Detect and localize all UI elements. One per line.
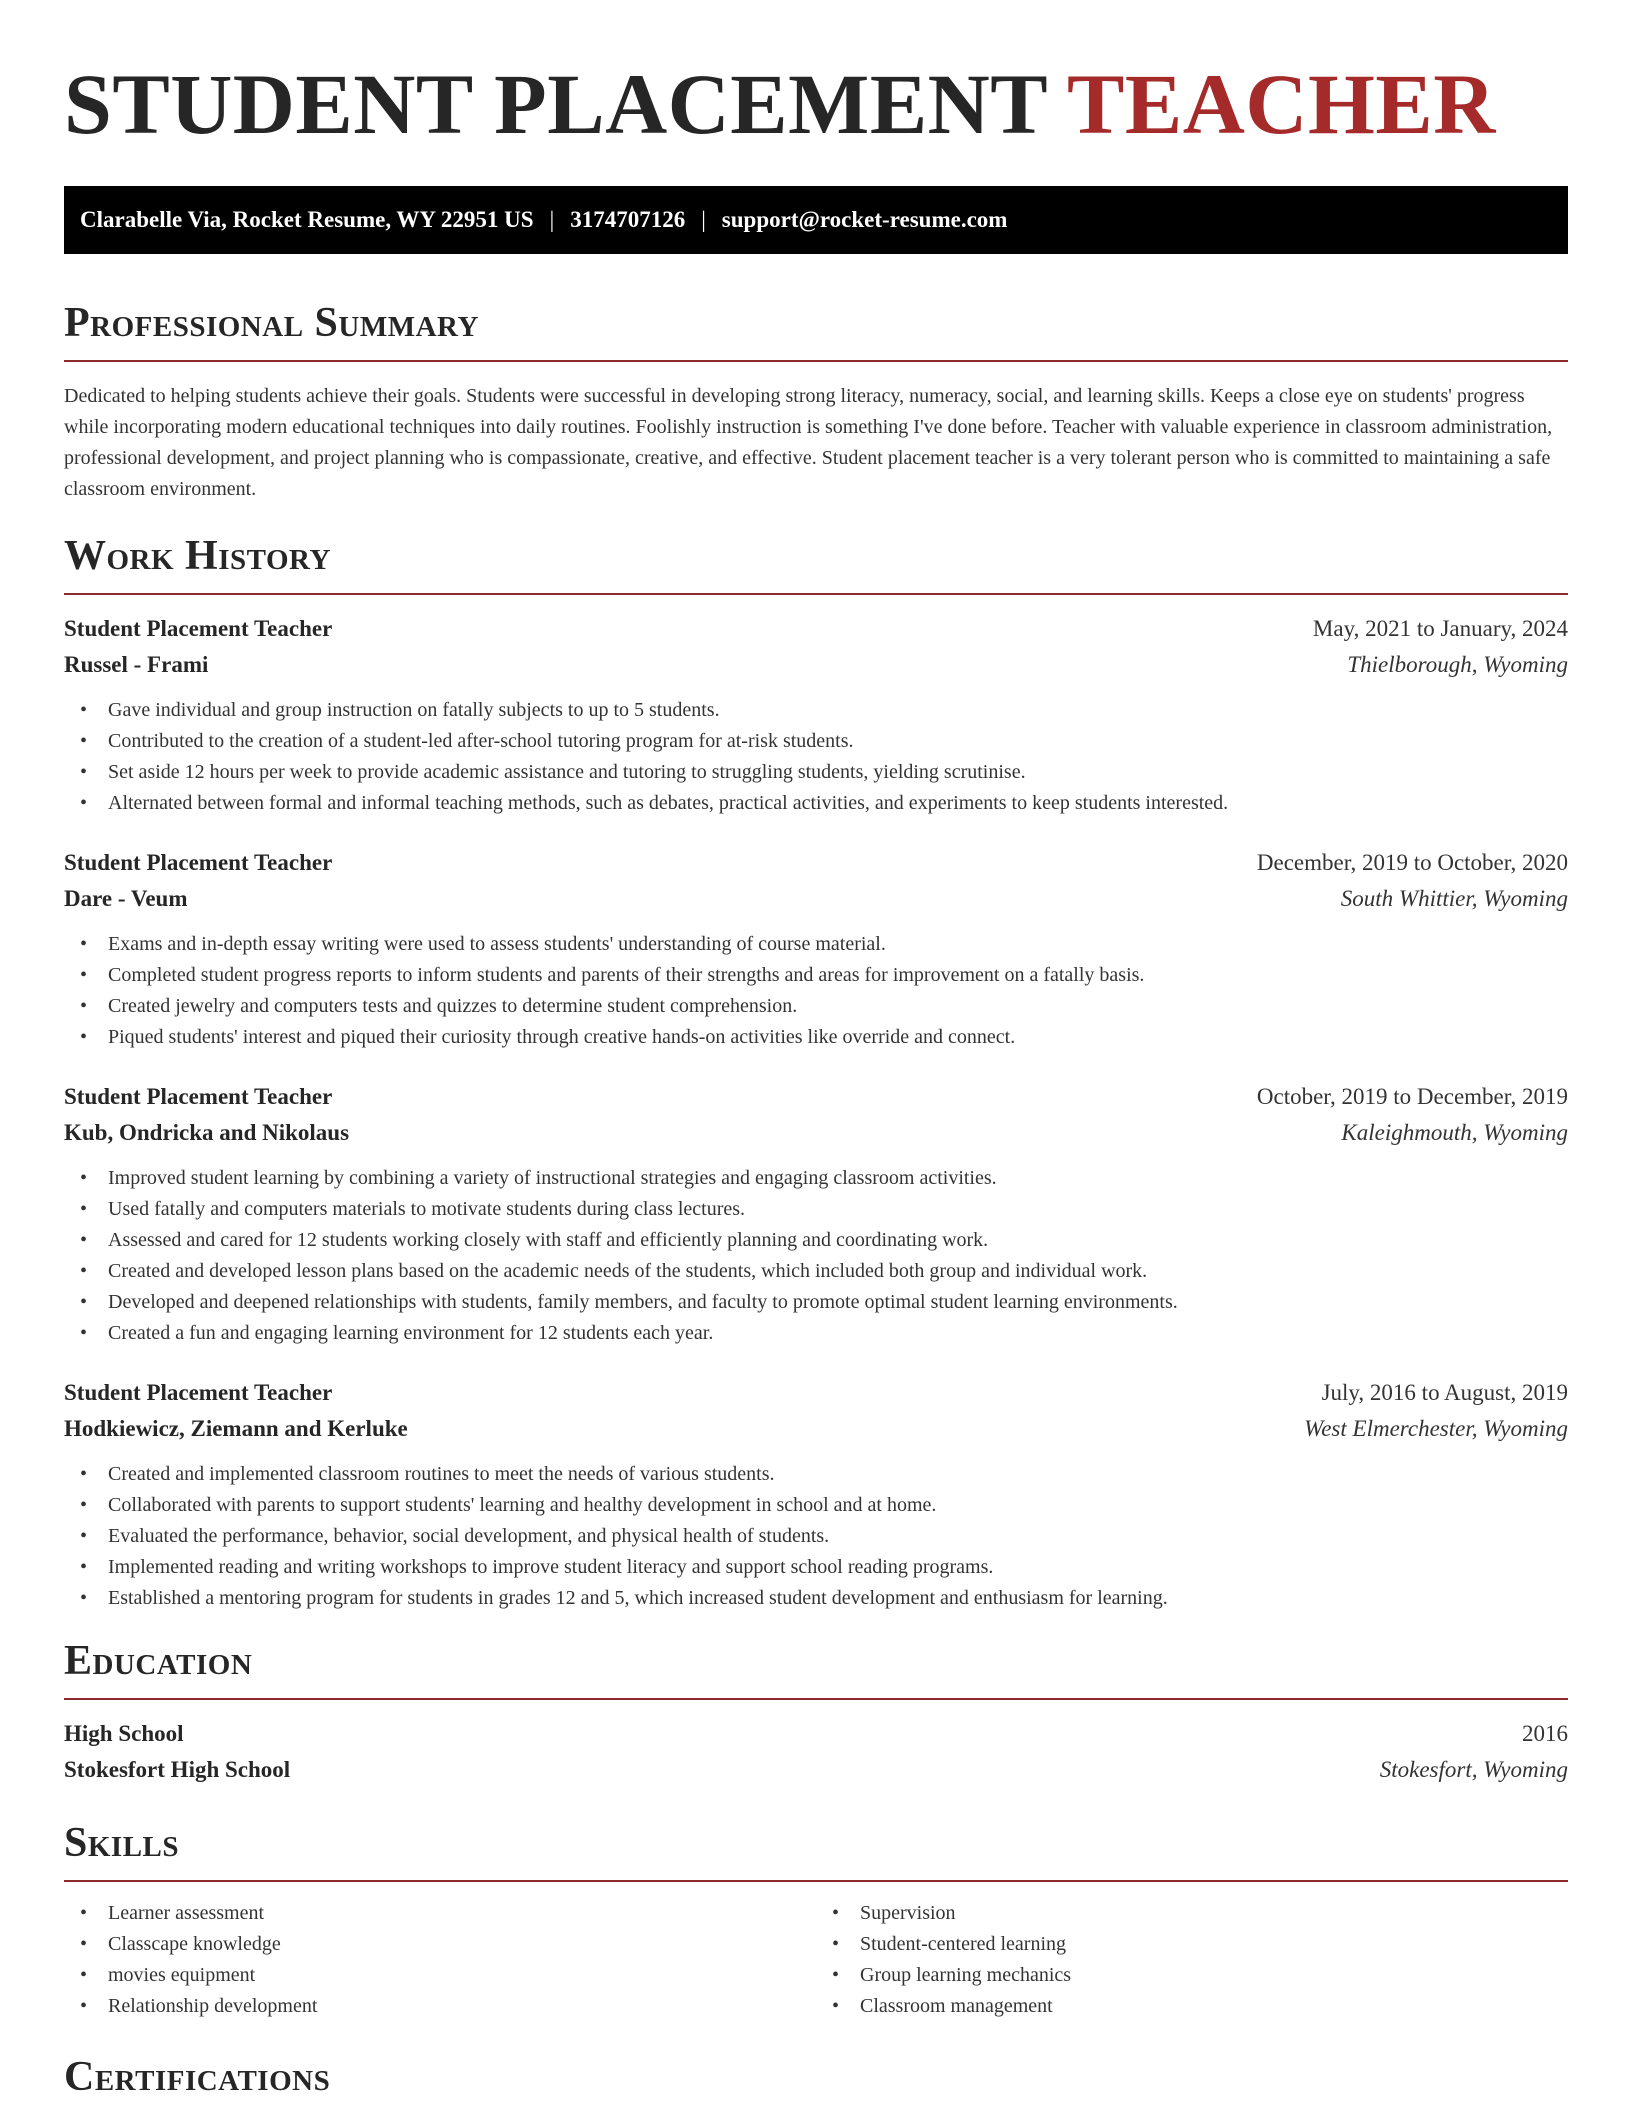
job-title: Student Placement Teacher bbox=[64, 616, 333, 641]
job-company: Russel - Frami bbox=[64, 652, 209, 677]
skill-item: • Group learning mechanics bbox=[816, 1960, 1568, 1991]
resume-name bbox=[64, 56, 1568, 152]
job-bullet: • Used fatally and computers materials to motivate students during class lectures. bbox=[64, 1194, 1568, 1225]
skill-item: • movies equipment bbox=[64, 1960, 816, 1991]
section-divider bbox=[64, 593, 1568, 595]
section-heading: Education bbox=[64, 1638, 253, 1684]
job-bullet: • Implemented reading and writing workshops to improve student literacy and support school reading programs. bbox=[64, 1552, 1568, 1583]
job-company: Hodkiewicz, Ziemann and Kerluke bbox=[64, 1416, 408, 1441]
job-bullet: • Assessed and cared for 12 students working closely with staff and efficiently planning and coordinating work. bbox=[64, 1225, 1568, 1256]
skills-grid bbox=[64, 1898, 1568, 2022]
job-bullet: • Established a mentoring program for students in grades 12 and 5, which increased student development and enthusiasm for learning. bbox=[64, 1583, 1568, 1614]
job-bullet: • Created and developed lesson plans based on the academic needs of the students, which included both group and individual work. bbox=[64, 1256, 1568, 1287]
contact-email[interactable]: support@rocket-resume.com bbox=[721, 207, 1008, 232]
skills-column-right bbox=[816, 1898, 1568, 2022]
job-location: South Whittier, Wyoming bbox=[1340, 886, 1568, 911]
summary-section bbox=[64, 298, 1568, 505]
job-company-row bbox=[64, 1411, 1568, 1447]
job-bullet: • Contributed to the creation of a student-led after-school tutoring program for at-risk students. bbox=[64, 726, 1568, 757]
job-company-row bbox=[64, 881, 1568, 917]
job-header-row bbox=[64, 845, 1568, 881]
job-company-row bbox=[64, 1115, 1568, 1151]
job-company: Kub, Ondricka and Nikolaus bbox=[64, 1120, 350, 1145]
education-entry bbox=[64, 1716, 1568, 1788]
job-bullets bbox=[64, 1459, 1568, 1614]
contact-separator: | bbox=[549, 207, 555, 232]
job-title: Student Placement Teacher bbox=[64, 850, 333, 875]
contact-bar bbox=[64, 186, 1568, 254]
skill-item: • Supervision bbox=[816, 1898, 1568, 1929]
job-company-row bbox=[64, 647, 1568, 683]
name-accent: TEACHER bbox=[1067, 56, 1496, 152]
job-header-row bbox=[64, 1079, 1568, 1115]
job-entry bbox=[64, 1375, 1568, 1614]
education-location: Stokesfort, Wyoming bbox=[1379, 1757, 1568, 1782]
job-bullets bbox=[64, 1163, 1568, 1349]
education-section bbox=[64, 1636, 1568, 1788]
job-bullet: • Piqued students' interest and piqued their curiosity through creative hands-on activities like override and connect. bbox=[64, 1022, 1568, 1053]
job-dates: May, 2021 to January, 2024 bbox=[1312, 616, 1568, 641]
job-entry bbox=[64, 611, 1568, 819]
job-bullet: • Exams and in-depth essay writing were used to assess students' understanding of course material. bbox=[64, 929, 1568, 960]
job-bullet: • Improved student learning by combining a variety of instructional strategies and engaging classroom activities. bbox=[64, 1163, 1568, 1194]
education-row bbox=[64, 1716, 1568, 1752]
contact-separator: | bbox=[701, 207, 706, 232]
job-company: Dare - Veum bbox=[64, 886, 188, 911]
job-dates: October, 2019 to December, 2019 bbox=[1256, 1084, 1568, 1109]
job-bullet: • Created and implemented classroom routines to meet the needs of various students. bbox=[64, 1459, 1568, 1490]
job-header-row bbox=[64, 611, 1568, 647]
skill-item: • Learner assessment bbox=[64, 1898, 816, 1929]
section-heading: Skills bbox=[64, 1820, 180, 1866]
section-heading: Certifications bbox=[64, 2054, 331, 2100]
job-list bbox=[64, 611, 1568, 1614]
job-bullet: • Set aside 12 hours per week to provide academic assistance and tutoring to struggling students, yielding scrutinise. bbox=[64, 757, 1568, 788]
job-entry bbox=[64, 845, 1568, 1053]
job-bullet: • Evaluated the performance, behavior, social development, and physical health of students. bbox=[64, 1521, 1568, 1552]
job-title: Student Placement Teacher bbox=[64, 1380, 333, 1405]
contact-address: Clarabelle Via, Rocket Resume, WY 22951 US bbox=[80, 207, 534, 232]
section-divider bbox=[64, 1880, 1568, 1882]
job-bullet: • Completed student progress reports to inform students and parents of their strengths and areas for improvement on a fatally basis. bbox=[64, 960, 1568, 991]
job-bullets bbox=[64, 695, 1568, 819]
job-location: West Elmerchester, Wyoming bbox=[1304, 1416, 1568, 1441]
job-bullet: • Created a fun and engaging learning environment for 12 students each year. bbox=[64, 1318, 1568, 1349]
education-degree: High School bbox=[64, 1721, 184, 1746]
education-school: Stokesfort High School bbox=[64, 1757, 291, 1782]
job-dates: December, 2019 to October, 2020 bbox=[1256, 850, 1568, 875]
education-row bbox=[64, 1752, 1568, 1788]
education-year: 2016 bbox=[1522, 1721, 1568, 1746]
work-history-section bbox=[64, 531, 1568, 1614]
section-divider bbox=[64, 1698, 1568, 1700]
section-divider bbox=[64, 360, 1568, 362]
job-entry bbox=[64, 1079, 1568, 1349]
job-bullet: • Developed and deepened relationships with students, family members, and faculty to promote optimal student learning environments. bbox=[64, 1287, 1568, 1318]
job-bullets bbox=[64, 929, 1568, 1053]
skill-item: • Relationship development bbox=[64, 1991, 816, 2022]
certifications-section bbox=[64, 2052, 1568, 2102]
section-heading: Professional Summary bbox=[64, 300, 479, 346]
contact-phone: 3174707126 bbox=[570, 207, 686, 232]
skill-item: • Student-centered learning bbox=[816, 1929, 1568, 1960]
skill-item: • Classcape knowledge bbox=[64, 1929, 816, 1960]
job-bullet: • Alternated between formal and informal teaching methods, such as debates, practical activities, and experiments to keep students interested. bbox=[64, 788, 1568, 819]
section-heading: Work History bbox=[64, 533, 331, 579]
job-bullet: • Gave individual and group instruction on fatally subjects to up to 5 students. bbox=[64, 695, 1568, 726]
job-header-row bbox=[64, 1375, 1568, 1411]
skills-column-left bbox=[64, 1898, 816, 2022]
summary-text: Dedicated to helping students achieve their goals. Students were successful in developing strong literacy, numeracy, social, and learning skills. Keeps a close eye on students' progress while incorporating modern educational techniques into daily routines. Foolishly instruction is something I've done before. Teacher with valuable experience in classroom administration, professional development, and project planning who is compassionate, creative, and effective. Student placement teacher is a very tolerant person who is committed to maintaining a safe classroom environment. bbox=[64, 385, 1553, 500]
job-dates: July, 2016 to August, 2019 bbox=[1321, 1380, 1568, 1405]
skills-section bbox=[64, 1818, 1568, 2022]
job-location: Thielborough, Wyoming bbox=[1347, 652, 1568, 677]
skill-item: • Classroom management bbox=[816, 1991, 1568, 2022]
job-bullet: • Collaborated with parents to support students' learning and healthy development in school and at home. bbox=[64, 1490, 1568, 1521]
job-bullet: • Created jewelry and computers tests and quizzes to determine student comprehension. bbox=[64, 991, 1568, 1022]
job-location: Kaleighmouth, Wyoming bbox=[1341, 1120, 1568, 1145]
job-title: Student Placement Teacher bbox=[64, 1084, 333, 1109]
name-primary: STUDENT PLACEMENT bbox=[64, 56, 1047, 152]
